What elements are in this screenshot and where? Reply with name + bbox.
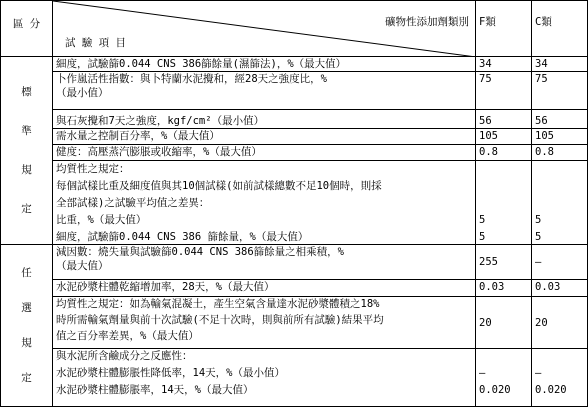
value-f: 20	[476, 297, 532, 349]
table-row	[1, 245, 588, 280]
value-c: 105	[532, 129, 588, 145]
diagonal-header-cell	[53, 1, 476, 57]
item-reduction-factor: 減因數：燒失量與試驗篩0.044 CNS 386篩餘量之相乘積，% （最大值）	[53, 245, 476, 280]
value-c: 0.8	[532, 145, 588, 161]
optional-spec-label: 任 選 規 定	[1, 245, 53, 407]
value-f: 34	[476, 57, 532, 72]
item-fineness: 細度，試驗篩0.044 CNS 386篩餘量(濕篩法)，%（最大值）	[53, 57, 476, 72]
item-lime-strength: 與石灰攪和7天之強度，kgf/cm²（最小值）	[53, 110, 476, 129]
value-c: 56	[532, 110, 588, 129]
value-f: 0.03	[476, 280, 532, 297]
value-f: 5 5	[476, 161, 532, 245]
value-f: 105	[476, 129, 532, 145]
item-air-entraining-uniformity: 均質性之規定：如為輸氣混凝土，產生空氣含量達水泥砂漿體積之18% 時所需輸氣劑量與前十次試驗(不足十次時，則與前所有試驗)結果平均 值之百分率差異，%（最大值）	[53, 297, 476, 349]
value-f: 0.8	[476, 145, 532, 161]
category-header: 區 分	[1, 1, 53, 57]
table-row	[1, 72, 588, 110]
table-row	[1, 129, 588, 145]
table-row	[1, 161, 588, 245]
value-f: — 0.020	[476, 349, 532, 407]
value-f: 56	[476, 110, 532, 129]
table-row	[1, 57, 588, 72]
table-row	[1, 349, 588, 407]
additive-type-label: 礦物性添加劑類別	[385, 16, 469, 28]
item-alkali-reactivity: 與水泥所含鹼成分之反應性： 水泥砂漿柱體膨脹性降低率，14天，%（最小值） 水泥砂漿柱體膨脹率，14天，%（最大值）	[53, 349, 476, 407]
value-c: 34	[532, 57, 588, 72]
value-c: —	[532, 245, 588, 280]
value-c: 20	[532, 297, 588, 349]
item-drying-shrinkage: 水泥砂漿柱體乾縮增加率，28天，%（最大值）	[53, 280, 476, 297]
value-f: 255	[476, 245, 532, 280]
value-c: 5 5	[532, 161, 588, 245]
standard-spec-label: 標 準 規 定	[1, 57, 53, 245]
type-f-header: F類	[476, 1, 532, 57]
item-soundness: 健度：高壓蒸汽膨脹或收縮率，%（最大值）	[53, 145, 476, 161]
item-pozzolanic-index: 卜作嵐活性指數：與卜特蘭水泥攪和，經28天之強度比，% （最小值）	[53, 72, 476, 110]
test-item-label: 試 驗 項 目	[65, 37, 126, 49]
table-row	[1, 145, 588, 161]
header-row	[1, 1, 588, 57]
item-water-requirement: 需水量之控制百分率，%（最大值）	[53, 129, 476, 145]
table-row	[1, 297, 588, 349]
table-row	[1, 280, 588, 297]
value-c: 0.03	[532, 280, 588, 297]
value-c: 75	[532, 72, 588, 110]
value-f: 75	[476, 72, 532, 110]
table-row	[1, 110, 588, 129]
value-c: — 0.020	[532, 349, 588, 407]
item-uniformity: 均質性之規定： 每個試樣比重及細度值與其10個試樣(如前試樣總數不足10個時，則採 全部試樣)之試驗平均值之差異： 比重，%（最大值） 細度，試驗篩0.044 CNS 386 篩餘量，%（最大值）	[53, 161, 476, 245]
type-c-header: C類	[532, 1, 588, 57]
